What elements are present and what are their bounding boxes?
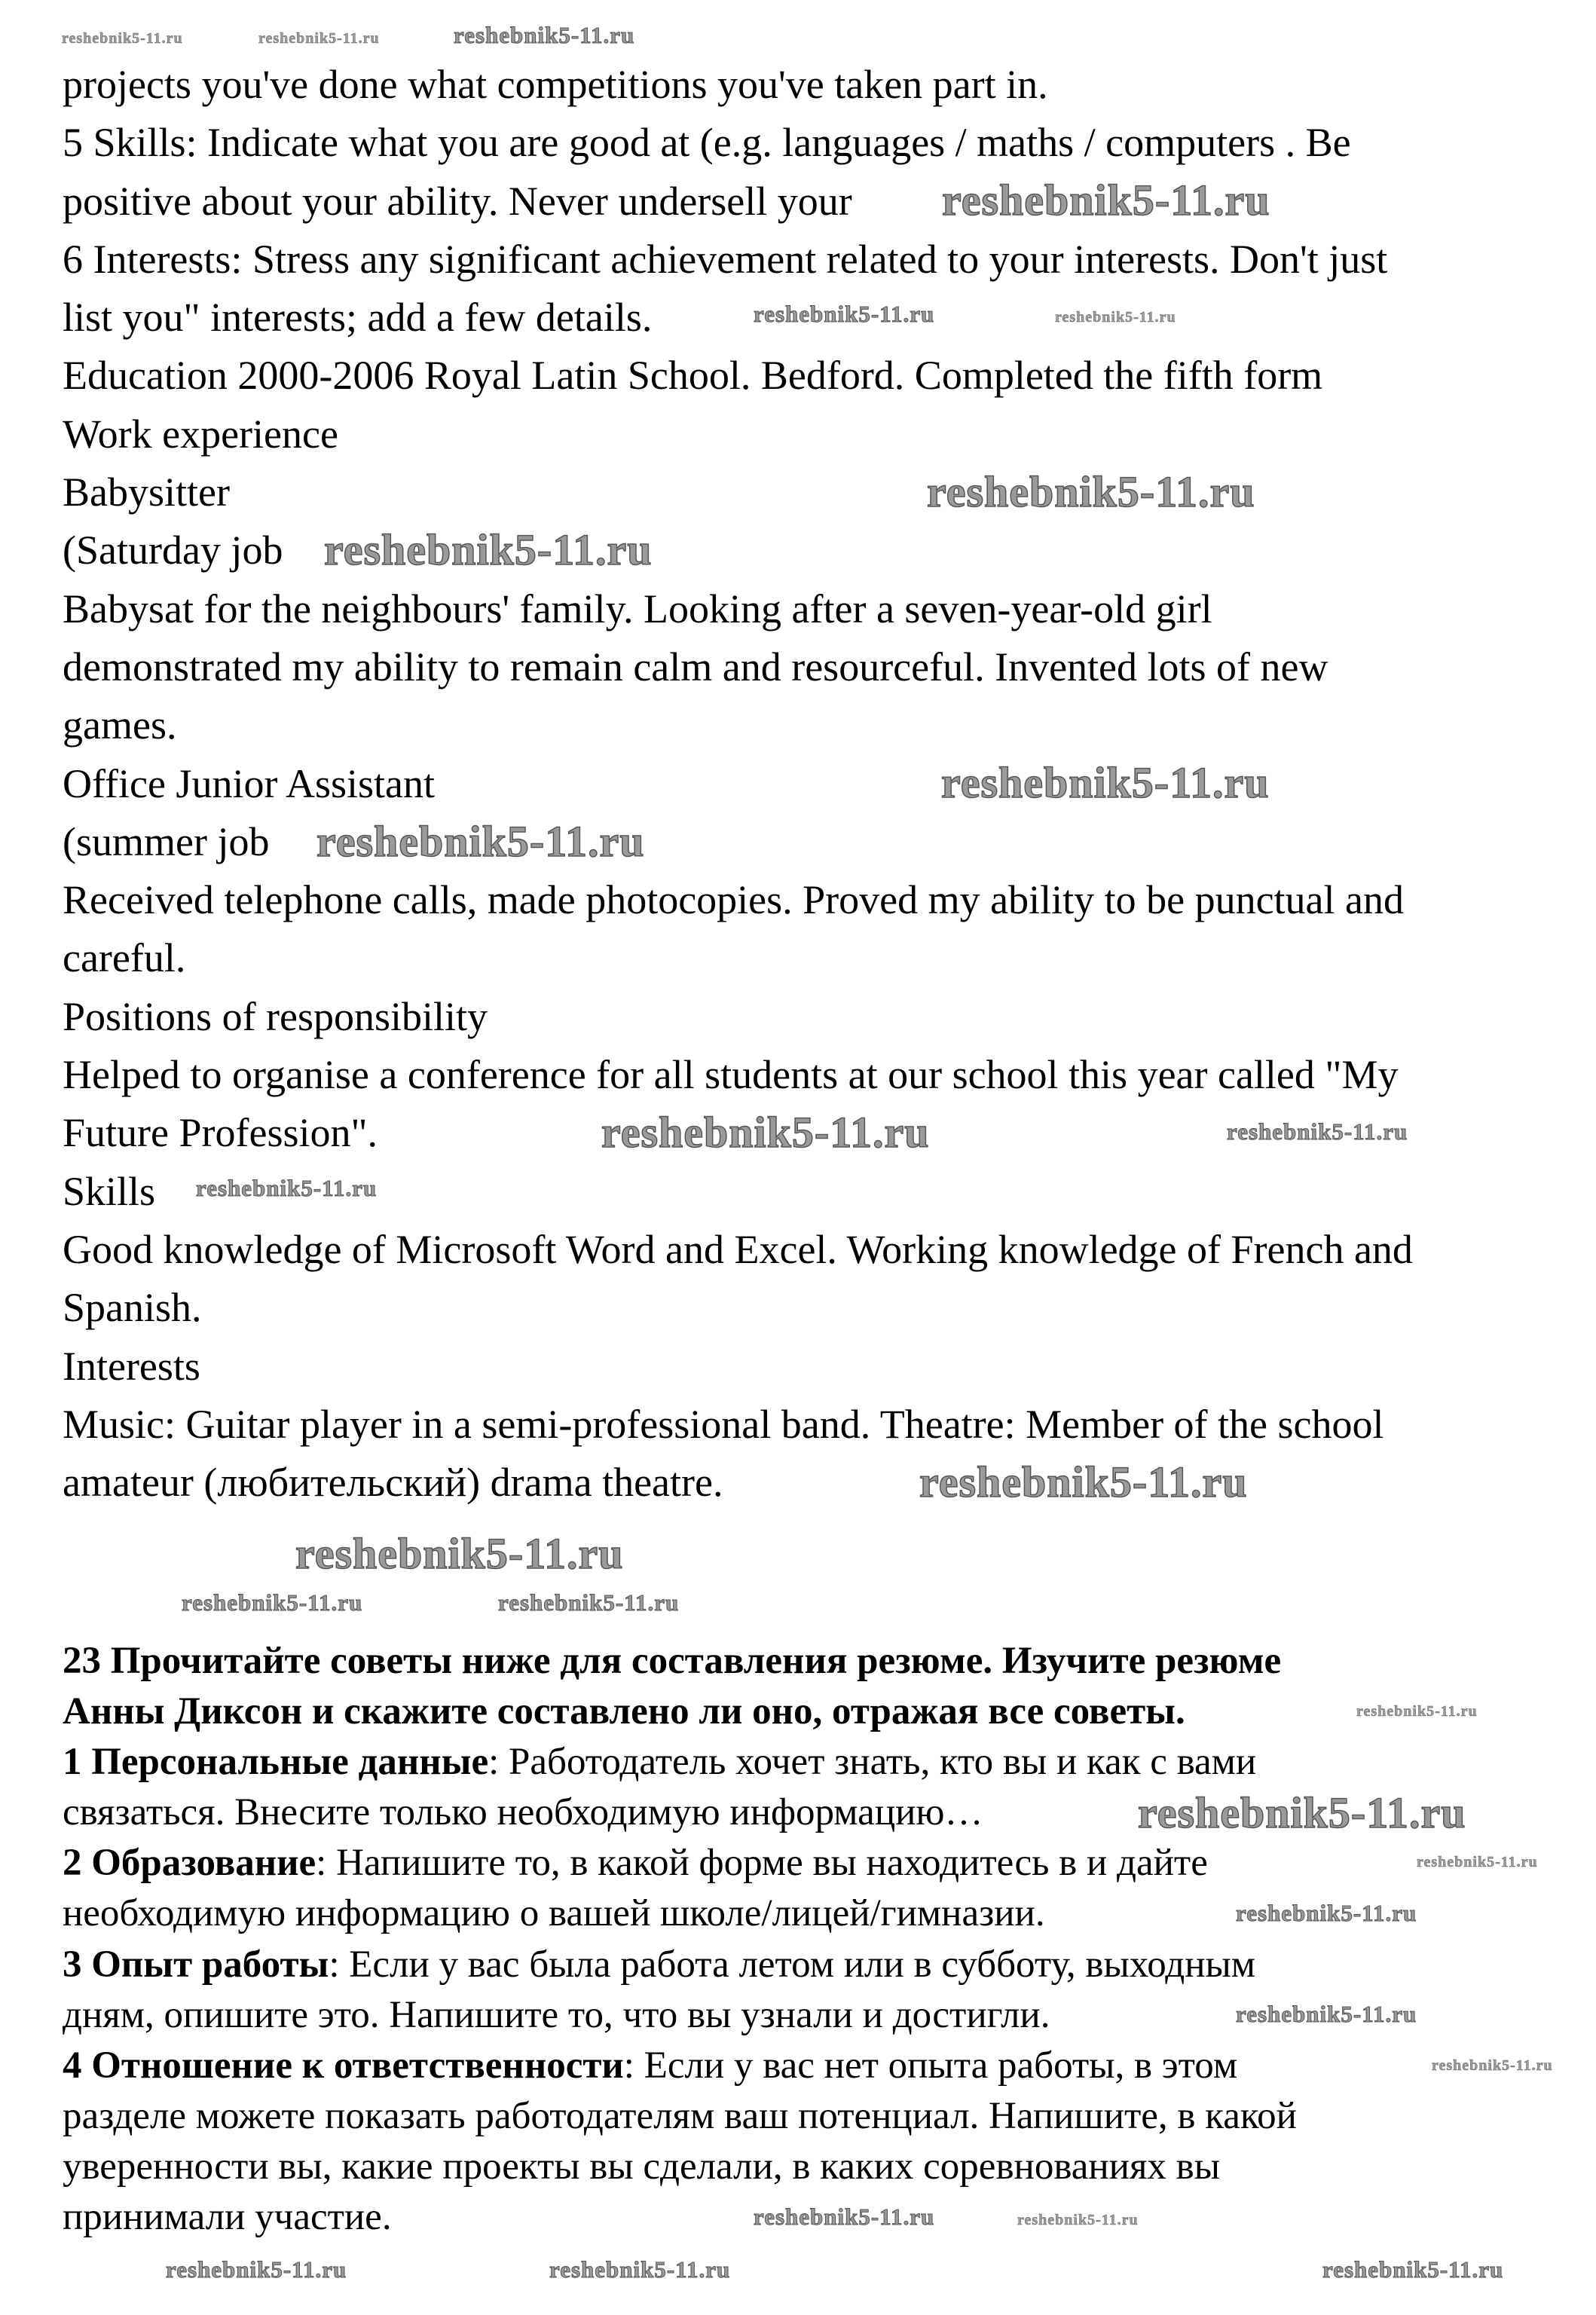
- text-line: Good knowledge of Microsoft Word and Excel. Working knowledge of French and: [63, 1226, 1413, 1272]
- watermark: reshebnik5-11.ru: [498, 1589, 680, 1616]
- tip-line: необходимую информацию о вашей школе/лицей/гимназии.: [63, 1892, 1045, 1935]
- section-heading: Skills: [63, 1168, 156, 1214]
- tip-text: : Если у вас нет опыта работы, в этом: [623, 2044, 1238, 2087]
- text-line: Office Junior Assistant: [63, 760, 435, 806]
- watermark: reshebnik5-11.ru: [942, 176, 1270, 225]
- tip-heading: 2 Образование: [63, 1842, 316, 1885]
- watermark: reshebnik5-11.ru: [754, 2203, 935, 2230]
- watermark: reshebnik5-11.ru: [1356, 1703, 1478, 1720]
- task-title: 23 Прочитайте советы ниже для составления резюме. Изучите резюме: [63, 1640, 1282, 1682]
- text-line: Education 2000-2006 Royal Latin School. Bedford. Completed the fifth form: [63, 353, 1323, 399]
- watermark: reshebnik5-11.ru: [1227, 1118, 1408, 1145]
- text-line: (summer job: [63, 818, 270, 864]
- text-line: Babysitter: [63, 469, 230, 515]
- tip-line: уверенности вы, какие проекты вы сделали, в каких соревнованиях вы: [63, 2145, 1221, 2188]
- text-line: projects you've done what competitions you've taken part in.: [63, 62, 1048, 107]
- tip-line: [63, 2041, 1237, 2091]
- watermark: reshebnik5-11.ru: [1236, 1900, 1417, 1926]
- task-title-line: [63, 1636, 1281, 1687]
- watermark: reshebnik5-11.ru: [182, 1589, 363, 1616]
- watermark: reshebnik5-11.ru: [62, 30, 183, 47]
- tip-line: дням, опишите это. Напишите то, что вы узнали и достигли.: [63, 1993, 1050, 2036]
- text-line: Babysat for the neighbours' family. Looking after a seven-year-old girl: [63, 586, 1212, 632]
- tip-heading: 3 Опыт работы: [63, 1943, 329, 1986]
- text-line: Received telephone calls, made photocopies. Proved my ability to be punctual and: [63, 877, 1404, 923]
- section-heading: Work experience: [63, 411, 338, 457]
- watermark: reshebnik5-11.ru: [324, 525, 653, 574]
- text-line: (Saturday job: [63, 528, 283, 573]
- tip-line: принимали участие.: [63, 2196, 392, 2239]
- watermark: reshebnik5-11.ru: [601, 1108, 930, 1157]
- text-line: Future Profession".: [63, 1110, 378, 1156]
- watermark: reshebnik5-11.ru: [1417, 1854, 1538, 1870]
- task-title: Анны Диксон и скажите составлено ли оно, отражая все советы.: [63, 1690, 1185, 1733]
- tip-line: разделе можете показать работодателям ваш потенциал. Напишите, в какой: [63, 2094, 1297, 2137]
- watermark: reshebnik5-11.ru: [1055, 309, 1176, 326]
- tip-heading: 1 Персональные данные: [63, 1741, 489, 1784]
- text-line: Music: Guitar player in a semi-professional band. Theatre: Member of the school: [63, 1401, 1384, 1447]
- text-line: Helped to organise a conference for all students at our school this year called "My: [63, 1052, 1399, 1098]
- tip-text: : Напишите то, в какой форме вы находитесь в и дайте: [316, 1842, 1208, 1885]
- watermark: reshebnik5-11.ru: [1236, 2001, 1417, 2027]
- text-line: demonstrated my ability to remain calm and resourceful. Invented lots of new: [63, 644, 1328, 690]
- text-line: games.: [63, 702, 177, 748]
- watermark: reshebnik5-11.ru: [196, 1175, 378, 1201]
- watermark: reshebnik5-11.ru: [454, 22, 635, 48]
- watermark: reshebnik5-11.ru: [166, 2256, 347, 2283]
- section-heading: Interests: [63, 1343, 200, 1389]
- watermark: reshebnik5-11.ru: [1322, 2256, 1504, 2283]
- text-line: 5 Skills: Indicate what you are good at (e.g. languages / maths / computers . Be: [63, 120, 1351, 166]
- watermark: reshebnik5-11.ru: [941, 758, 1270, 807]
- section-heading: Positions of responsibility: [63, 993, 488, 1039]
- watermark: reshebnik5-11.ru: [919, 1457, 1248, 1506]
- watermark: reshebnik5-11.ru: [295, 1529, 624, 1578]
- text-line: 6 Interests: Stress any significant achievement related to your interests. Don't just: [63, 236, 1388, 282]
- tip-line: [63, 1737, 1256, 1787]
- watermark: reshebnik5-11.ru: [258, 30, 380, 47]
- text-line: Spanish.: [63, 1285, 202, 1331]
- watermark: reshebnik5-11.ru: [1138, 1788, 1466, 1837]
- text-line: positive about your ability. Never undersell your: [63, 178, 852, 224]
- watermark: reshebnik5-11.ru: [1017, 2212, 1139, 2228]
- text-line: list you" interests; add a few details.: [63, 295, 653, 341]
- watermark: reshebnik5-11.ru: [316, 817, 645, 866]
- watermark: reshebnik5-11.ru: [1432, 2057, 1553, 2074]
- tip-text: : Работодатель хочет знать, кто вы и как с вами: [488, 1741, 1257, 1784]
- tip-line: [63, 1940, 1255, 1990]
- text-line: careful.: [63, 935, 186, 981]
- text-line: amateur (любительский) drama theatre.: [63, 1460, 723, 1506]
- watermark: reshebnik5-11.ru: [754, 301, 935, 327]
- tip-heading: 4 Отношение к ответственности: [63, 2044, 624, 2087]
- tip-line: [63, 1838, 1208, 1888]
- tip-text: : Если у вас была работа летом или в субботу, выходным: [329, 1943, 1256, 1986]
- watermark: reshebnik5-11.ru: [927, 467, 1255, 516]
- russian-task-text: [63, 1636, 1297, 2243]
- tip-line: связаться. Внесите только необходимую информацию…: [63, 1791, 983, 1834]
- watermark: reshebnik5-11.ru: [549, 2256, 731, 2283]
- task-title-line: [63, 1687, 1185, 1737]
